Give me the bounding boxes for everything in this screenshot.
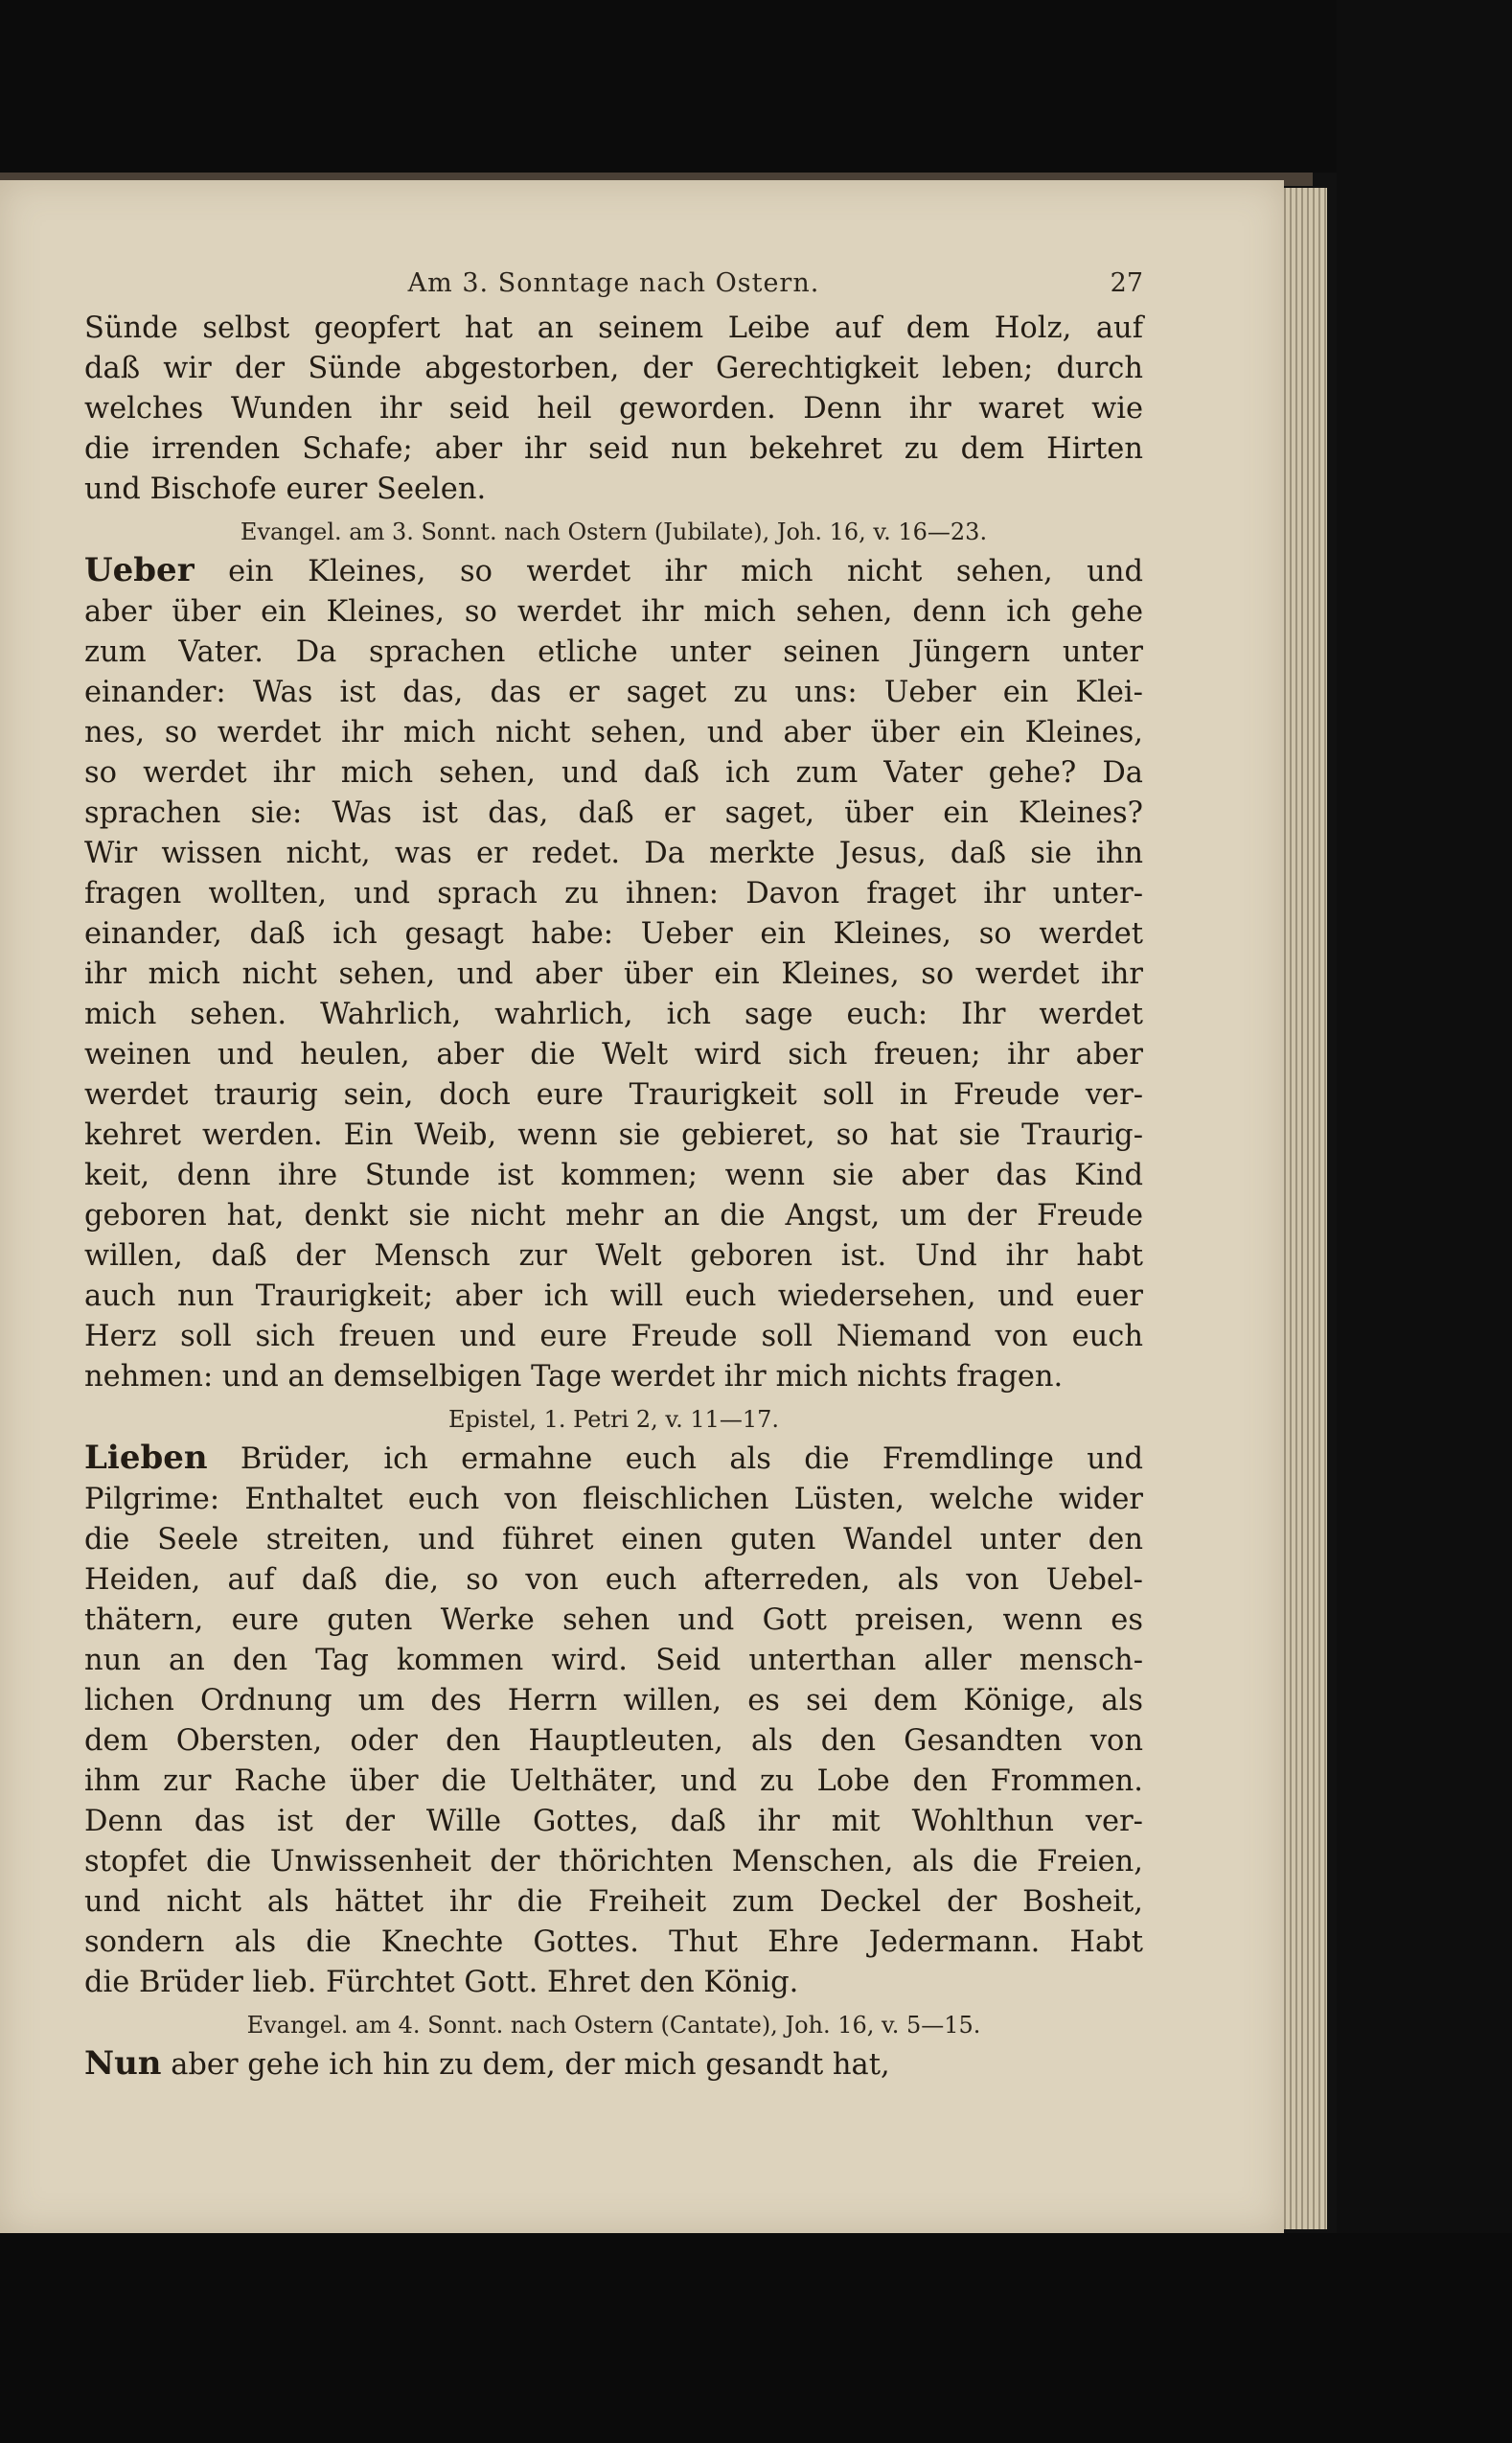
section-heading: Epistel, 1. Petri 2, v. 11—17. [447, 1406, 780, 1433]
line-text: nehmen: und an demselbigen Tage werdet ihr mich nichts fragen. [84, 1360, 1064, 1394]
line-text: auch nun Traurigkeit; aber ich will euch wiedersehen, und euer [84, 1279, 1143, 1313]
line-text: thätern, eure guten Werke sehen und Gott preisen, wenn es [84, 1603, 1143, 1637]
page-number: 27 [1110, 268, 1143, 298]
line-text: ihm zur Rache über die Uelthäter, und zu Lobe den Frommen. [84, 1764, 1143, 1798]
line-text: aber über ein Kleines, so werdet ihr mich sehen, denn ich gehe [84, 595, 1143, 629]
line-text: fragen wollten, und sprach zu ihnen: Davon fraget ihr unter- [84, 877, 1143, 910]
body-paragraph [84, 309, 1143, 510]
line-text: geboren hat, denkt sie nicht mehr an die Angst, um der Freude [84, 1199, 1143, 1233]
text-line [84, 1438, 1143, 1480]
text-line [84, 633, 1143, 673]
text-line [84, 1357, 1143, 1397]
text-line [84, 1802, 1143, 1842]
line-text: willen, daß der Mensch zur Welt geboren ist. Und ihr habt [84, 1239, 1143, 1273]
line-text: die irrenden Schafe; aber ihr seid nun bekehret zu dem Hirten [84, 432, 1143, 466]
text-line [84, 1721, 1143, 1762]
text-line [84, 429, 1143, 470]
text-line [84, 1116, 1143, 1156]
text-line [84, 914, 1143, 955]
section-initial-word: Nun [84, 2044, 162, 2083]
text-line [84, 2043, 1143, 2086]
line-text: Brüder, ich ermahne euch als die Fremdlinge und [207, 1442, 1143, 1476]
section-initial-word: Lieben [84, 1439, 208, 1477]
text-line [84, 1196, 1143, 1236]
text-line [84, 1842, 1143, 1882]
line-text: nun an den Tag kommen wird. Seid unterthan aller mensch- [84, 1644, 1143, 1677]
line-text: stopfet die Unwissenheit der thörichten Menschen, als die Freien, [84, 1845, 1143, 1878]
line-text: die Brüder lieb. Fürchtet Gott. Ehret den König. [84, 1966, 799, 1999]
text-line [84, 1882, 1143, 1923]
line-text: und nicht als hättet ihr die Freiheit zum Deckel der Bosheit, [84, 1885, 1143, 1919]
line-text: und Bischofe eurer Seelen. [84, 472, 487, 506]
text-line [84, 1923, 1143, 1963]
line-text: daß wir der Sünde abgestorben, der Gerechtigkeit leben; durch [84, 352, 1143, 385]
text-line [84, 1681, 1143, 1721]
line-text: zum Vater. Da sprachen etliche unter seinen Jüngern unter [84, 635, 1143, 669]
text-line [84, 1963, 1143, 2003]
text-line [84, 713, 1143, 753]
text-line [84, 673, 1143, 713]
text-line [84, 389, 1143, 429]
text-line [84, 1480, 1143, 1520]
text-line [84, 1520, 1143, 1560]
line-text: Wir wissen nicht, was er redet. Da merkte Jesus, daß sie ihn [84, 837, 1143, 870]
line-text: werdet traurig sein, doch eure Traurigkeit soll in Freude ver- [84, 1078, 1143, 1112]
text-line [84, 794, 1143, 834]
line-text: einander: Was ist das, das er saget zu uns: Ueber ein Klei- [84, 676, 1143, 709]
text-line [84, 1317, 1143, 1357]
line-text: sondern als die Knechte Gottes. Thut Ehre Jedermann. Habt [84, 1925, 1143, 1959]
line-text: Pilgrime: Enthaltet euch von fleischlichen Lüsten, welche wider [84, 1483, 1143, 1516]
line-text: mich sehen. Wahrlich, wahrlich, ich sage euch: Ihr werdet [84, 998, 1143, 1031]
text-line [84, 874, 1143, 914]
line-text: die Seele streiten, und führet einen guten Wandel unter den [84, 1523, 1143, 1556]
section-heading: Evangel. am 4. Sonnt. nach Ostern (Cantate), Joh. 16, v. 5—15. [246, 2012, 981, 2039]
text-line [84, 1277, 1143, 1317]
scan-background-top [0, 0, 1512, 173]
text-line [84, 955, 1143, 995]
text-line [84, 1236, 1143, 1277]
text-flow [84, 309, 1143, 2086]
running-head-title: Am 3. Sonntage nach Ostern. [407, 268, 820, 298]
text-line [84, 1641, 1143, 1681]
line-text: weinen und heulen, aber die Welt wird sich freuen; ihr aber [84, 1038, 1143, 1072]
section-heading: Evangel. am 3. Sonnt. nach Ostern (Jubilate), Joh. 16, v. 16—23. [240, 519, 988, 545]
text-line [84, 592, 1143, 633]
text-line [84, 753, 1143, 794]
line-text: Sünde selbst geopfert hat an seinem Leibe auf dem Holz, auf [84, 311, 1143, 345]
page-content [84, 261, 1143, 2086]
body-paragraph [84, 1438, 1143, 2003]
line-text: kehret werden. Ein Weib, wenn sie gebieret, so hat sie Traurig- [84, 1118, 1143, 1152]
line-text: ihr mich nicht sehen, und aber über ein Kleines, so werdet ihr [84, 957, 1143, 991]
text-line [84, 349, 1143, 389]
text-line [84, 1560, 1143, 1601]
line-text: sprachen sie: Was ist das, daß er saget, über ein Kleines? [84, 796, 1143, 830]
text-line [84, 1075, 1143, 1116]
running-head [84, 261, 1143, 309]
text-line [84, 1035, 1143, 1075]
text-line [84, 995, 1143, 1035]
line-text: einander, daß ich gesagt habe: Ueber ein Kleines, so werdet [84, 917, 1143, 951]
scan-background-right [1337, 0, 1512, 2443]
text-line [84, 1762, 1143, 1802]
line-text: welches Wunden ihr seid heil geworden. Denn ihr waret wie [84, 392, 1143, 426]
text-line [84, 309, 1143, 349]
line-text: keit, denn ihre Stunde ist kommen; wenn sie aber das Kind [84, 1159, 1143, 1192]
line-text: so werdet ihr mich sehen, und daß ich zum Vater gehe? Da [84, 756, 1143, 790]
body-paragraph [84, 2043, 1143, 2086]
text-line [84, 1601, 1143, 1641]
line-text: Denn das ist der Wille Gottes, daß ihr mit Wohlthun ver- [84, 1805, 1143, 1838]
text-line [84, 834, 1143, 874]
text-line [84, 470, 1143, 510]
line-text: ein Kleines, so werdet ihr mich nicht sehen, und [194, 555, 1143, 588]
line-text: aber gehe ich hin zu dem, der mich gesandt hat, [161, 2048, 890, 2082]
line-text: nes, so werdet ihr mich nicht sehen, und aber über ein Kleines, [84, 716, 1143, 749]
line-text: lichen Ordnung um des Herrn willen, es sei dem Könige, als [84, 1684, 1143, 1717]
scan-background-bottom [0, 2233, 1512, 2443]
text-line [84, 550, 1143, 592]
line-text: Herz soll sich freuen und eure Freude soll Niemand von euch [84, 1320, 1143, 1353]
line-text: dem Obersten, oder den Hauptleuten, als den Gesandten von [84, 1724, 1143, 1758]
section-initial-word: Ueber [84, 551, 195, 589]
body-paragraph [84, 550, 1143, 1397]
line-text: Heiden, auf daß die, so von euch afterreden, als von Uebel- [84, 1563, 1143, 1597]
text-line [84, 1156, 1143, 1196]
